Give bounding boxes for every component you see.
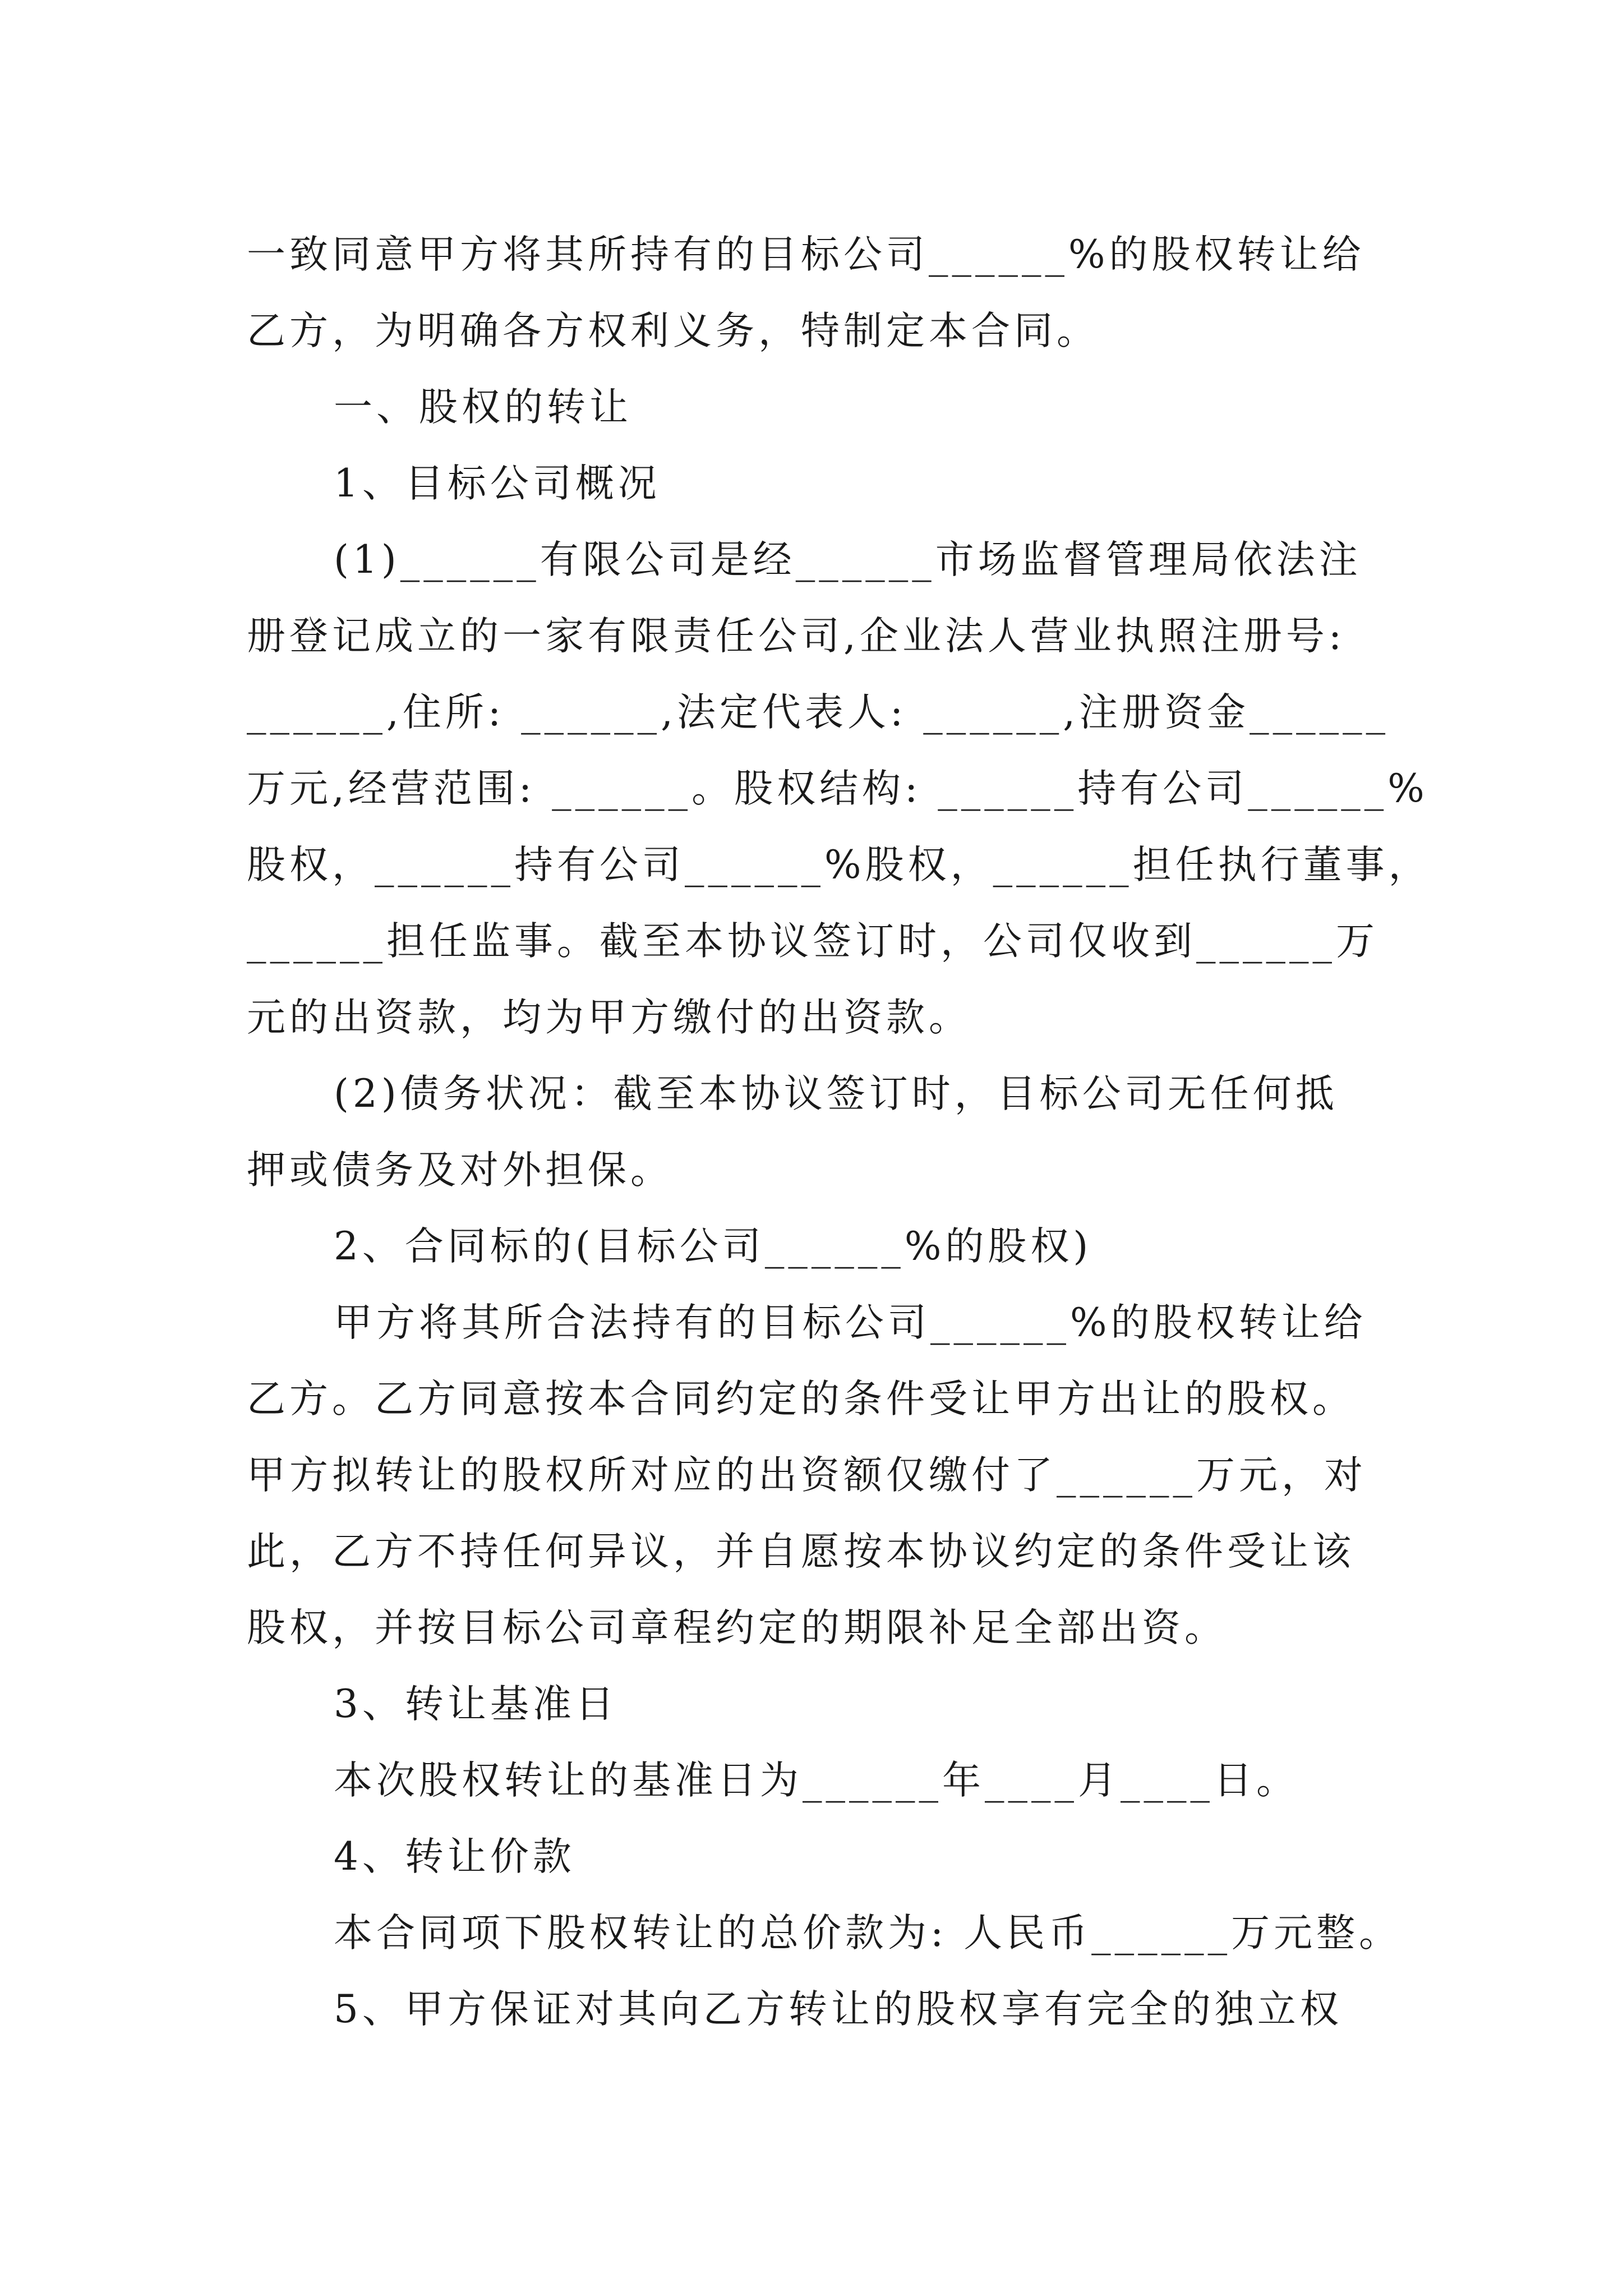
paragraph-line: 股权，______持有公司______%股权，______担任执行董事， [247,843,1431,887]
subsection-heading: 1、目标公司概况 [334,461,661,506]
paragraph-line: 乙方，为明确各方权利义务，特制定本合同。 [247,309,1099,353]
subsection-heading: 4、转让价款 [334,1834,575,1879]
paragraph-line: 甲方拟转让的股权所对应的出资额仅缴付了______万元，对 [247,1453,1367,1498]
paragraph-line: 此，乙方不持任何异议，并自愿按本协议约定的条件受让该 [247,1529,1355,1574]
paragraph-line: ______,住所: ______,法定代表人: ______,注册资金______ [247,690,1390,735]
paragraph-line: 本次股权转让的基准日为______年____月____日。 [334,1758,1299,1803]
contract-body [247,217,1431,2047]
paragraph-line: 甲方将其所合法持有的目标公司______%的股权转让给 [334,1300,1367,1345]
paragraph-line: 一致同意甲方将其所持有的目标公司______%的股权转让给 [247,232,1365,277]
paragraph-line: 万元,经营范围: ______。股权结构: ______持有公司______% [247,766,1428,811]
paragraph-line: (1)______有限公司是经______市场监督管理局依法注 [334,537,1362,582]
paragraph-line: 押或债务及对外担保。 [247,1148,673,1193]
paragraph-line: (2)债务状况：截至本协议签订时，目标公司无任何抵 [334,1071,1338,1116]
paragraph-line: 册登记成立的一家有限责任公司,企业法人营业执照注册号: [247,614,1346,659]
subsection-heading: 2、合同标的(目标公司______%的股权) [334,1224,1092,1269]
section-heading: 一、股权的转让 [334,385,632,430]
subsection-heading: 3、转让基准日 [334,1682,618,1727]
paragraph-line: ______担任监事。截至本协议签订时，公司仅收到______万 [247,919,1378,964]
paragraph-line: 本合同项下股权转让的总价款为: 人民币______万元整。 [334,1911,1402,1955]
paragraph-line: 股权，并按目标公司章程约定的期限补足全部出资。 [247,1605,1227,1650]
paragraph-line: 元的出资款，均为甲方缴付的出资款。 [247,995,971,1040]
paragraph-line: 乙方。乙方同意按本合同约定的条件受让甲方出让的股权。 [247,1377,1355,1421]
paragraph-line: 5、甲方保证对其向乙方转让的股权享有完全的独立权 [334,1987,1343,2032]
